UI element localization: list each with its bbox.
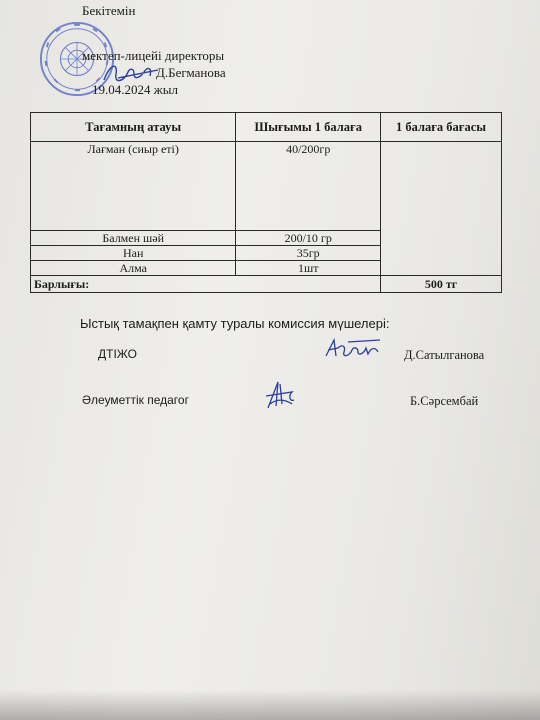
header-dish: Тағамның атауы [31, 113, 236, 142]
header-yield: Шығымы 1 балаға [236, 113, 381, 142]
member-name: Б.Сәрсембай [410, 394, 479, 408]
total-label: Барлығы: [31, 276, 381, 293]
dish-name: Балмен шәй [31, 231, 236, 246]
dish-yield: 35гр [236, 246, 381, 261]
table-header-row [31, 113, 502, 142]
director-name: Д.Бегманова [156, 65, 226, 80]
total-row [31, 276, 502, 293]
member-signature [322, 336, 384, 362]
header-price: 1 балаға бағасы [381, 113, 502, 142]
director-signature [100, 60, 162, 88]
member-name: Д.Сатылганова [404, 348, 485, 362]
price-cell [381, 142, 502, 276]
photo-shadow [0, 690, 540, 720]
dish-name: Лағман (сиыр еті) [31, 142, 236, 231]
approval-date: 19.04.2024 жыл [92, 82, 178, 97]
total-value: 500 тг [381, 276, 502, 293]
dish-yield: 40/200гр [236, 142, 381, 231]
approval-title: Бекітемін [82, 3, 136, 18]
menu-table [30, 112, 502, 293]
member-role: Әлеуметтік педагог [82, 393, 189, 407]
dish-name: Алма [31, 261, 236, 276]
dish-yield: 200/10 гр [236, 231, 381, 246]
commission-title: Ыстық тамақпен қамту туралы комиссия мүшелері: [80, 316, 390, 331]
approval-position: мектеп-лицейі директоры [82, 48, 225, 63]
table-row [31, 142, 502, 231]
dish-name: Нан [31, 246, 236, 261]
dish-yield: 1шт [236, 261, 381, 276]
member-signature [262, 378, 296, 412]
member-role: ДТІЖО [98, 347, 137, 361]
